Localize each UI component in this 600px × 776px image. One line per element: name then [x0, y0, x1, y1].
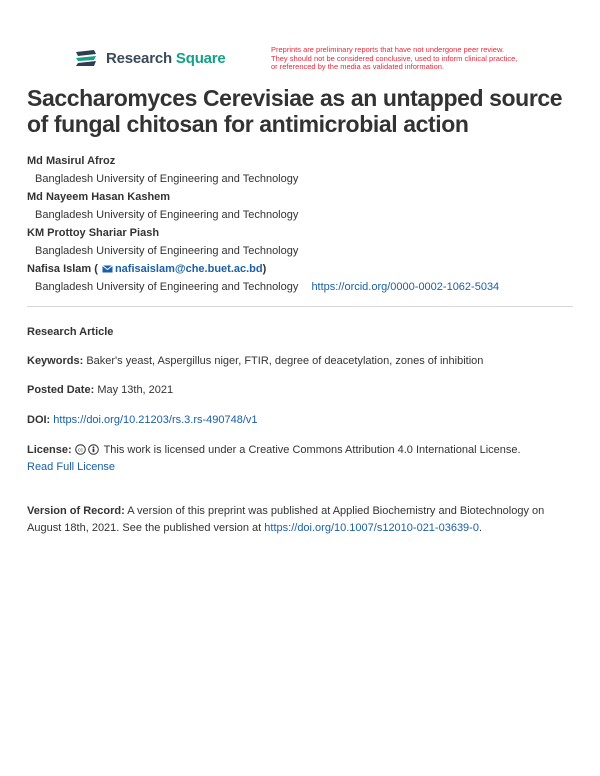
author-email-link[interactable]: nafisaislam@che.buet.ac.bd	[114, 263, 263, 275]
author-name: Nafisa Islam	[27, 263, 92, 275]
version-text: A version of this preprint was published at Applied Biochemistry and Biotechnology on	[127, 505, 545, 517]
license-value: This work is licensed under a Creative Commons Attribution 4.0 International License.	[103, 444, 521, 456]
license-row	[27, 442, 577, 476]
article-type-label: Research Article	[27, 326, 114, 338]
creative-commons-icon	[75, 444, 86, 455]
author-affiliation-row	[27, 278, 577, 296]
author-affiliation: Bangladesh University of Engineering and Technology	[35, 173, 299, 185]
version-end: .	[478, 522, 483, 534]
title-line: of fungal chitosan for antimicrobial action	[27, 111, 469, 137]
version-text: August 18th, 2021. See the published version at	[27, 522, 262, 534]
keywords-value: Baker's yeast, Aspergillus niger, FTIR, degree of deacetylation, zones of inhibition	[86, 355, 484, 367]
svg-text:cc: cc	[77, 447, 83, 454]
posted-date-value: May 13th, 2021	[97, 384, 174, 396]
logo-text	[106, 50, 226, 67]
attribution-icon	[88, 444, 99, 455]
email-wrap	[94, 263, 266, 275]
version-label: Version of Record:	[27, 505, 125, 517]
article-type	[27, 324, 577, 341]
notice-line: Preprints are preliminary reports that have not undergone peer review.	[271, 45, 505, 54]
published-version-link[interactable]: https://doi.org/10.1007/s12010-021-03639-0	[264, 522, 479, 534]
notice-line: or referenced by the media as validated information.	[271, 62, 445, 71]
research-square-logo[interactable]	[74, 48, 226, 68]
research-square-logo-icon	[74, 48, 98, 68]
read-full-license-link[interactable]: Read Full License	[27, 461, 116, 473]
license-label: License:	[27, 444, 72, 456]
posted-date-row	[27, 382, 577, 399]
preprint-notice	[271, 46, 571, 72]
orcid-link[interactable]: https://orcid.org/0000-0002-1062-5034	[311, 281, 500, 293]
header	[74, 46, 574, 78]
logo-text-research: Research	[106, 49, 172, 67]
author-list	[27, 152, 577, 296]
author-name: Md Nayeem Hasan Kashem	[27, 191, 171, 203]
notice-line: They should not be considered conclusive, used to inform clinical practice,	[271, 53, 518, 63]
author-affiliation: Bangladesh University of Engineering and Technology	[35, 245, 299, 257]
doi-label: DOI:	[27, 414, 51, 426]
version-of-record	[27, 503, 577, 537]
keywords-label: Keywords:	[27, 355, 84, 367]
paper-title	[27, 85, 577, 137]
paren-close: )	[262, 263, 267, 275]
author-affiliation: Bangladesh University of Engineering and Technology	[35, 281, 299, 293]
doi-link[interactable]: https://doi.org/10.21203/rs.3.rs-490748/v1	[53, 414, 258, 426]
corresponding-author	[27, 260, 577, 278]
keywords-row	[27, 353, 577, 370]
logo-text-square: Square	[175, 49, 226, 67]
author-name: Md Masirul Afroz	[27, 155, 116, 167]
author-affiliation: Bangladesh University of Engineering and Technology	[35, 209, 299, 221]
paren-open: (	[94, 263, 98, 275]
posted-date-label: Posted Date:	[27, 384, 95, 396]
mail-icon	[102, 265, 113, 273]
divider	[27, 306, 573, 307]
author-name: KM Prottoy Shariar Piash	[27, 227, 160, 239]
title-line: Saccharomyces Cerevisiae as an untapped source	[27, 85, 563, 111]
doi-row	[27, 412, 577, 429]
